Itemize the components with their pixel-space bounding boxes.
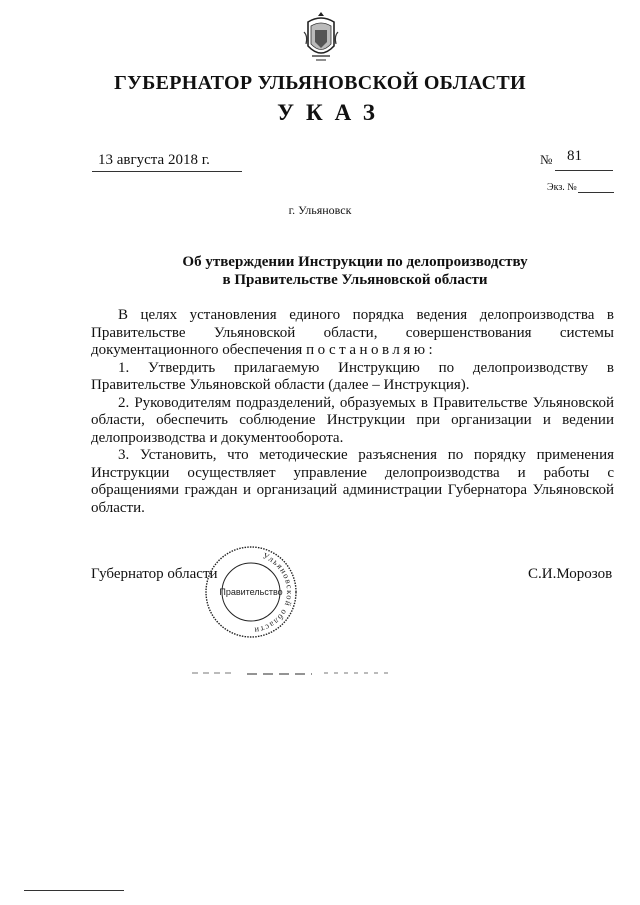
scan-dash-marks: [192, 668, 392, 678]
copy-number-underline: [578, 192, 614, 193]
paragraph-item-2: 2. Руководителям подразделений, образуемых в Правительстве Ульяновской области, обеспечить соблюдение Инструкции при организации и ведении делопроизводства и документооборота.: [91, 394, 614, 446]
signatory-name: С.И.Морозов: [528, 566, 613, 582]
decree-word: постановляю:: [306, 342, 437, 358]
signatory-role: Губернатор области: [91, 566, 218, 582]
number-underline: [555, 170, 613, 171]
paragraph-preamble: [91, 307, 614, 360]
paragraph-item-3: 3. Установить, что методические разъяснения по порядку применения Инструкции осуществляет управление делопроизводства и работы с обращениями граждан и организаций администрации Губернатора Ульяновской области.: [91, 447, 614, 516]
number-label: №: [540, 152, 553, 167]
document-number: 81: [567, 148, 582, 164]
document-title: [0, 253, 640, 289]
stamp-ring-text: Ульяновской области: [252, 550, 296, 636]
title-line-2: в Правительстве Ульяновской области: [222, 272, 488, 288]
paragraph-item-1: 1. Утвердить прилагаемую Инструкцию по делопроизводству в Правительстве Ульяновской области (далее – Инструкция).: [91, 359, 614, 393]
coat-of-arms-icon: [302, 12, 340, 64]
document-date: 13 августа 2018 г.: [98, 152, 210, 168]
stamp-center-text: Правительство: [219, 587, 283, 597]
date-underline: [92, 171, 242, 172]
city: г. Ульяновск: [288, 203, 352, 217]
copy-number-label: Экз. №: [547, 182, 577, 193]
footer-rule: [24, 890, 124, 891]
title-line-1: Об утверждении Инструкции по делопроизводству: [182, 254, 528, 270]
official-stamp-icon: [203, 544, 299, 640]
document-type: УКАЗ: [277, 100, 387, 125]
issuing-authority: ГУБЕРНАТОР УЛЬЯНОВСКОЙ ОБЛАСТИ: [114, 72, 526, 94]
preamble-text: В целях установления единого порядка ведения делопроизводства в Правительстве Ульяновской области, совершенствования системы документационного обеспечения: [91, 307, 614, 358]
document-body: [91, 307, 614, 517]
